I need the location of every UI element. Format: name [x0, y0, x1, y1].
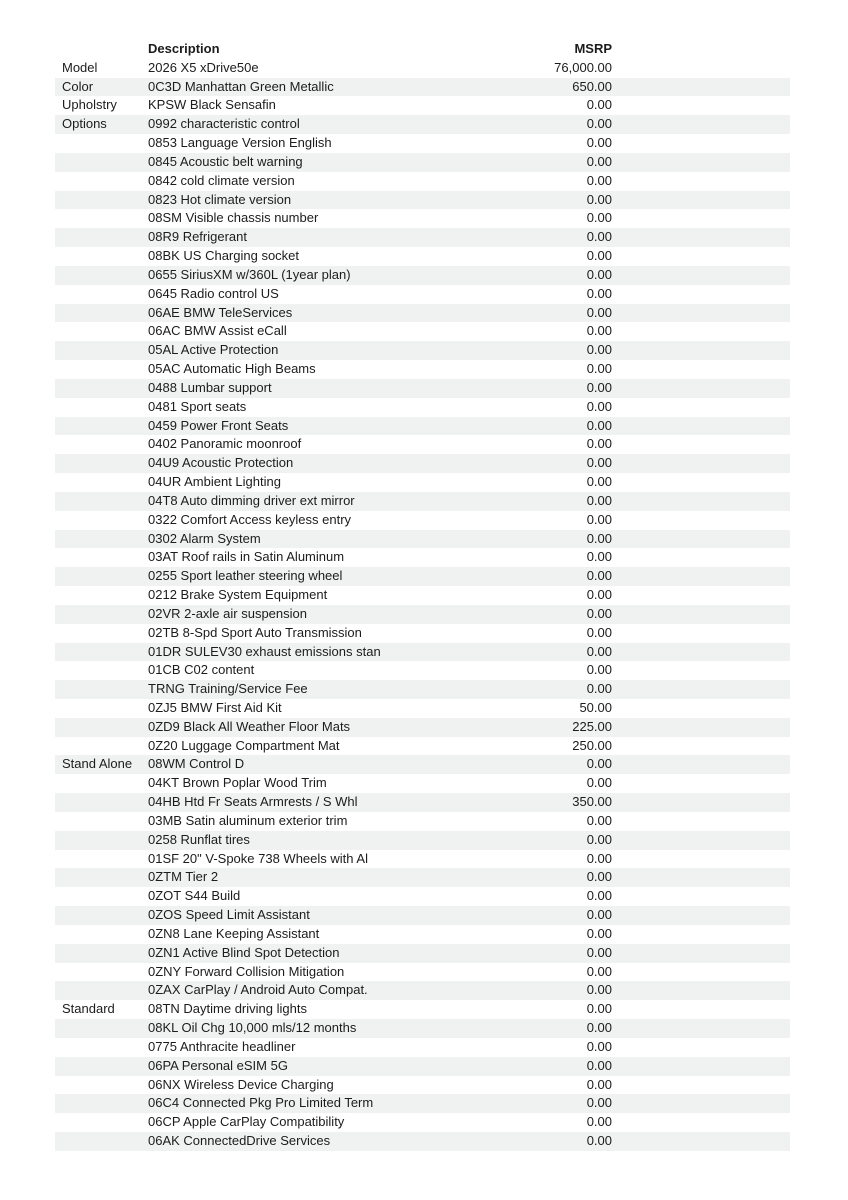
table-row — [55, 981, 790, 1000]
table-row — [55, 793, 790, 812]
table-row — [55, 417, 790, 436]
table-row — [55, 153, 790, 172]
row-description: 0258 Runflat tires — [148, 831, 250, 847]
table-row — [55, 191, 790, 210]
row-msrp: 0.00 — [586, 153, 612, 169]
row-category — [55, 172, 148, 191]
table-row — [55, 680, 790, 699]
row-pad — [612, 680, 790, 699]
row-category: Options — [62, 116, 107, 132]
row-pad — [612, 586, 790, 605]
table-row — [55, 1019, 790, 1038]
row-category — [55, 643, 148, 662]
row-category — [55, 360, 148, 379]
table-row — [55, 360, 790, 379]
table-row — [55, 737, 790, 756]
row-msrp: 350.00 — [572, 794, 612, 810]
row-msrp: 76,000.00 — [554, 59, 612, 75]
row-pad — [612, 812, 790, 831]
row-pad — [612, 1076, 790, 1095]
row-pad — [612, 511, 790, 530]
row-category — [55, 548, 148, 567]
row-description: 06AK ConnectedDrive Services — [148, 1133, 331, 1149]
table-row — [55, 1113, 790, 1132]
row-category — [55, 398, 148, 417]
row-pad — [612, 191, 790, 210]
row-pad — [612, 1094, 790, 1113]
row-description: 0992 characteristic control — [148, 116, 300, 132]
row-category — [55, 341, 148, 360]
row-category — [55, 1113, 148, 1132]
table-row — [55, 435, 790, 454]
row-msrp: 0.00 — [586, 756, 612, 772]
table-row — [55, 661, 790, 680]
row-category — [55, 379, 148, 398]
row-pad — [612, 247, 790, 266]
row-description: 0645 Radio control US — [148, 285, 279, 301]
row-msrp: 0.00 — [586, 681, 612, 697]
row-category: Stand Alone — [62, 756, 133, 772]
row-description: 06AC BMW Assist eCall — [148, 323, 287, 339]
table-row — [55, 454, 790, 473]
row-description: 08BK US Charging socket — [148, 248, 300, 264]
vehicle-options-table — [55, 40, 790, 1151]
row-msrp: 0.00 — [586, 191, 612, 207]
row-msrp: 50.00 — [579, 699, 612, 715]
row-msrp: 0.00 — [586, 944, 612, 960]
row-msrp: 0.00 — [586, 850, 612, 866]
row-category — [55, 868, 148, 887]
header-msrp: MSRP — [574, 41, 612, 56]
row-description: 06NX Wireless Device Charging — [148, 1076, 334, 1092]
row-pad — [612, 831, 790, 850]
row-category — [55, 1132, 148, 1151]
row-pad — [612, 1113, 790, 1132]
row-pad — [612, 981, 790, 1000]
row-description: 02VR 2-axle air suspension — [148, 605, 307, 621]
row-msrp: 0.00 — [586, 549, 612, 565]
row-pad — [612, 530, 790, 549]
row-pad — [612, 398, 790, 417]
row-msrp: 0.00 — [586, 210, 612, 226]
table-row — [55, 115, 790, 134]
row-pad — [612, 115, 790, 134]
row-description: 0302 Alarm System — [148, 530, 261, 546]
row-description: 0C3D Manhattan Green Metallic — [148, 78, 334, 94]
row-description: 06C4 Connected Pkg Pro Limited Term — [148, 1095, 374, 1111]
table-row — [55, 285, 790, 304]
table-row — [55, 548, 790, 567]
row-description: 05AC Automatic High Beams — [148, 361, 316, 377]
row-description: 0ZD9 Black All Weather Floor Mats — [148, 718, 351, 734]
row-pad — [612, 1038, 790, 1057]
row-pad — [612, 417, 790, 436]
row-pad — [612, 868, 790, 887]
row-msrp: 0.00 — [586, 1038, 612, 1054]
row-category — [55, 605, 148, 624]
row-description: 0ZN8 Lane Keeping Assistant — [148, 925, 320, 941]
row-category — [55, 963, 148, 982]
row-category — [55, 981, 148, 1000]
table-row — [55, 755, 790, 774]
row-pad — [612, 266, 790, 285]
row-category: Color — [62, 78, 94, 94]
row-msrp: 0.00 — [586, 624, 612, 640]
row-description: 03AT Roof rails in Satin Aluminum — [148, 549, 345, 565]
row-category — [55, 661, 148, 680]
row-msrp: 0.00 — [586, 135, 612, 151]
row-msrp: 0.00 — [586, 379, 612, 395]
table-row — [55, 925, 790, 944]
row-pad — [612, 341, 790, 360]
row-description: 08TN Daytime driving lights — [148, 1001, 307, 1017]
row-category: Model — [62, 59, 98, 75]
table-row — [55, 322, 790, 341]
row-category — [55, 417, 148, 436]
row-description: 04HB Htd Fr Seats Armrests / S Whl — [148, 794, 358, 810]
row-description: 0655 SiriusXM w/360L (1year plan) — [148, 266, 351, 282]
row-msrp: 0.00 — [586, 963, 612, 979]
row-pad — [612, 492, 790, 511]
row-category — [55, 1076, 148, 1095]
row-pad — [612, 1000, 790, 1019]
table-row — [55, 850, 790, 869]
row-description: 01CB C02 content — [148, 662, 255, 678]
row-description: 2026 X5 xDrive50e — [148, 59, 259, 75]
row-category — [55, 699, 148, 718]
row-msrp: 0.00 — [586, 361, 612, 377]
table-row — [55, 228, 790, 247]
row-category: Standard — [62, 1001, 115, 1017]
row-msrp: 0.00 — [586, 662, 612, 678]
row-msrp: 0.00 — [586, 248, 612, 264]
row-pad — [612, 944, 790, 963]
row-description: 0842 cold climate version — [148, 172, 295, 188]
row-pad — [612, 699, 790, 718]
row-msrp: 0.00 — [586, 530, 612, 546]
table-row — [55, 379, 790, 398]
row-category — [55, 228, 148, 247]
table-row — [55, 473, 790, 492]
row-msrp: 0.00 — [586, 1133, 612, 1149]
row-category — [55, 718, 148, 737]
row-pad — [612, 605, 790, 624]
row-description: 0402 Panoramic moonroof — [148, 436, 302, 452]
row-description: 0ZJ5 BMW First Aid Kit — [148, 699, 282, 715]
row-category — [55, 774, 148, 793]
table-row — [55, 624, 790, 643]
row-category — [55, 247, 148, 266]
row-description: 0ZOS Speed Limit Assistant — [148, 907, 310, 923]
row-pad — [612, 134, 790, 153]
table-row — [55, 774, 790, 793]
row-description: 04U9 Acoustic Protection — [148, 455, 294, 471]
header-description: Description — [148, 41, 220, 56]
row-category — [55, 812, 148, 831]
row-description: 0ZN1 Active Blind Spot Detection — [148, 944, 340, 960]
row-category — [55, 624, 148, 643]
table-header-row — [55, 40, 790, 59]
row-description: 0488 Lumbar support — [148, 379, 272, 395]
table-rows — [55, 59, 790, 1151]
row-msrp: 0.00 — [586, 907, 612, 923]
row-msrp: 0.00 — [586, 229, 612, 245]
row-description: 06CP Apple CarPlay Compatibility — [148, 1114, 345, 1130]
row-msrp: 0.00 — [586, 323, 612, 339]
table-row — [55, 1094, 790, 1113]
row-description: 0845 Acoustic belt warning — [148, 153, 303, 169]
row-description: 0823 Hot climate version — [148, 191, 292, 207]
row-msrp: 0.00 — [586, 97, 612, 113]
row-category — [55, 737, 148, 756]
row-msrp: 0.00 — [586, 304, 612, 320]
row-pad — [612, 661, 790, 680]
row-description: 06AE BMW TeleServices — [148, 304, 293, 320]
table-row — [55, 643, 790, 662]
row-description: 0255 Sport leather steering wheel — [148, 568, 343, 584]
row-pad — [612, 906, 790, 925]
row-pad — [612, 793, 790, 812]
row-msrp: 0.00 — [586, 812, 612, 828]
row-description: 0ZOT S44 Build — [148, 888, 241, 904]
row-msrp: 0.00 — [586, 436, 612, 452]
table-row — [55, 341, 790, 360]
table-row — [55, 812, 790, 831]
table-row — [55, 304, 790, 323]
row-msrp: 0.00 — [586, 342, 612, 358]
row-description: 03MB Satin aluminum exterior trim — [148, 812, 348, 828]
row-description: 0ZNY Forward Collision Mitigation — [148, 963, 345, 979]
row-category — [55, 567, 148, 586]
row-description: 0775 Anthracite headliner — [148, 1038, 296, 1054]
row-msrp: 0.00 — [586, 1076, 612, 1092]
table-row — [55, 1132, 790, 1151]
row-pad — [612, 59, 790, 78]
row-pad — [612, 1057, 790, 1076]
row-category — [55, 1019, 148, 1038]
row-category — [55, 586, 148, 605]
row-category — [55, 793, 148, 812]
row-msrp: 250.00 — [572, 737, 612, 753]
row-category — [55, 153, 148, 172]
row-category — [55, 454, 148, 473]
row-description: KPSW Black Sensafin — [148, 97, 276, 113]
row-msrp: 0.00 — [586, 888, 612, 904]
row-pad — [612, 624, 790, 643]
row-msrp: 0.00 — [586, 925, 612, 941]
table-row — [55, 868, 790, 887]
row-msrp: 0.00 — [586, 1020, 612, 1036]
row-pad — [612, 718, 790, 737]
row-category — [55, 944, 148, 963]
table-row — [55, 906, 790, 925]
table-row — [55, 398, 790, 417]
row-msrp: 0.00 — [586, 398, 612, 414]
row-msrp: 0.00 — [586, 455, 612, 471]
row-description: 0212 Brake System Equipment — [148, 587, 328, 603]
row-pad — [612, 963, 790, 982]
table-row — [55, 1038, 790, 1057]
row-msrp: 0.00 — [586, 605, 612, 621]
row-pad — [612, 78, 790, 97]
row-pad — [612, 887, 790, 906]
row-pad — [612, 774, 790, 793]
row-category — [55, 134, 148, 153]
row-description: 06PA Personal eSIM 5G — [148, 1057, 288, 1073]
row-description: 04KT Brown Poplar Wood Trim — [148, 775, 327, 791]
table-row — [55, 172, 790, 191]
row-description: 01DR SULEV30 exhaust emissions stan — [148, 643, 381, 659]
table-row — [55, 567, 790, 586]
table-row — [55, 605, 790, 624]
row-pad — [612, 1019, 790, 1038]
row-pad — [612, 567, 790, 586]
row-msrp: 0.00 — [586, 417, 612, 433]
table-row — [55, 963, 790, 982]
row-category — [55, 322, 148, 341]
header-pad — [612, 40, 790, 59]
row-description: 04UR Ambient Lighting — [148, 474, 281, 490]
row-pad — [612, 209, 790, 228]
row-category — [55, 887, 148, 906]
row-pad — [612, 379, 790, 398]
row-description: 01SF 20" V-Spoke 738 Wheels with Al — [148, 850, 368, 866]
row-category — [55, 304, 148, 323]
row-pad — [612, 548, 790, 567]
row-pad — [612, 435, 790, 454]
row-description: 0ZTM Tier 2 — [148, 869, 219, 885]
table-row — [55, 944, 790, 963]
row-msrp: 0.00 — [586, 285, 612, 301]
table-row — [55, 887, 790, 906]
row-description: 08WM Control D — [148, 756, 245, 772]
row-pad — [612, 643, 790, 662]
row-description: 0ZAX CarPlay / Android Auto Compat. — [148, 982, 368, 998]
row-description: 0853 Language Version English — [148, 135, 332, 151]
row-pad — [612, 850, 790, 869]
row-msrp: 0.00 — [586, 587, 612, 603]
row-description: 0322 Comfort Access keyless entry — [148, 511, 352, 527]
row-category: Upholstry — [62, 97, 117, 113]
table-row — [55, 96, 790, 115]
row-pad — [612, 737, 790, 756]
row-category — [55, 1038, 148, 1057]
header-category-spacer — [55, 40, 148, 59]
row-pad — [612, 153, 790, 172]
table-row — [55, 1076, 790, 1095]
row-description: 08R9 Refrigerant — [148, 229, 247, 245]
row-category — [55, 831, 148, 850]
row-msrp: 0.00 — [586, 511, 612, 527]
row-category — [55, 285, 148, 304]
row-pad — [612, 304, 790, 323]
row-category — [55, 473, 148, 492]
row-category — [55, 191, 148, 210]
row-msrp: 650.00 — [572, 78, 612, 94]
row-category — [55, 1094, 148, 1113]
row-category — [55, 492, 148, 511]
table-row — [55, 831, 790, 850]
table-row — [55, 59, 790, 78]
row-category — [55, 1057, 148, 1076]
row-msrp: 0.00 — [586, 982, 612, 998]
table-row — [55, 699, 790, 718]
row-pad — [612, 755, 790, 774]
row-category — [55, 680, 148, 699]
row-pad — [612, 925, 790, 944]
row-msrp: 0.00 — [586, 869, 612, 885]
row-category — [55, 435, 148, 454]
row-category — [55, 530, 148, 549]
table-row — [55, 209, 790, 228]
row-description: 08KL Oil Chg 10,000 mls/12 months — [148, 1020, 357, 1036]
row-pad — [612, 473, 790, 492]
table-row — [55, 718, 790, 737]
table-row — [55, 266, 790, 285]
row-msrp: 0.00 — [586, 1001, 612, 1017]
row-description: 04T8 Auto dimming driver ext mirror — [148, 492, 355, 508]
table-row — [55, 134, 790, 153]
row-msrp: 0.00 — [586, 568, 612, 584]
row-pad — [612, 322, 790, 341]
table-row — [55, 586, 790, 605]
row-pad — [612, 96, 790, 115]
row-description: 08SM Visible chassis number — [148, 210, 319, 226]
row-pad — [612, 360, 790, 379]
table-row — [55, 78, 790, 97]
row-pad — [612, 454, 790, 473]
row-msrp: 0.00 — [586, 266, 612, 282]
row-category — [55, 906, 148, 925]
row-msrp: 0.00 — [586, 1095, 612, 1111]
row-description: TRNG Training/Service Fee — [148, 681, 308, 697]
row-msrp: 0.00 — [586, 1114, 612, 1130]
row-category — [55, 266, 148, 285]
row-msrp: 0.00 — [586, 831, 612, 847]
row-msrp: 0.00 — [586, 492, 612, 508]
row-msrp: 0.00 — [586, 775, 612, 791]
row-msrp: 225.00 — [572, 718, 612, 734]
row-category — [55, 209, 148, 228]
row-description: 0459 Power Front Seats — [148, 417, 289, 433]
row-pad — [612, 285, 790, 304]
row-pad — [612, 1132, 790, 1151]
row-msrp: 0.00 — [586, 643, 612, 659]
table-row — [55, 247, 790, 266]
row-description: 0481 Sport seats — [148, 398, 247, 414]
row-msrp: 0.00 — [586, 116, 612, 132]
row-category — [55, 511, 148, 530]
row-description: 0Z20 Luggage Compartment Mat — [148, 737, 340, 753]
row-category — [55, 925, 148, 944]
table-row — [55, 511, 790, 530]
table-row — [55, 1057, 790, 1076]
table-row — [55, 492, 790, 511]
row-description: 02TB 8-Spd Sport Auto Transmission — [148, 624, 362, 640]
row-category — [55, 850, 148, 869]
table-row — [55, 530, 790, 549]
row-msrp: 0.00 — [586, 172, 612, 188]
row-pad — [612, 172, 790, 191]
row-pad — [612, 228, 790, 247]
row-description: 05AL Active Protection — [148, 342, 279, 358]
row-msrp: 0.00 — [586, 1057, 612, 1073]
row-msrp: 0.00 — [586, 474, 612, 490]
table-row — [55, 1000, 790, 1019]
